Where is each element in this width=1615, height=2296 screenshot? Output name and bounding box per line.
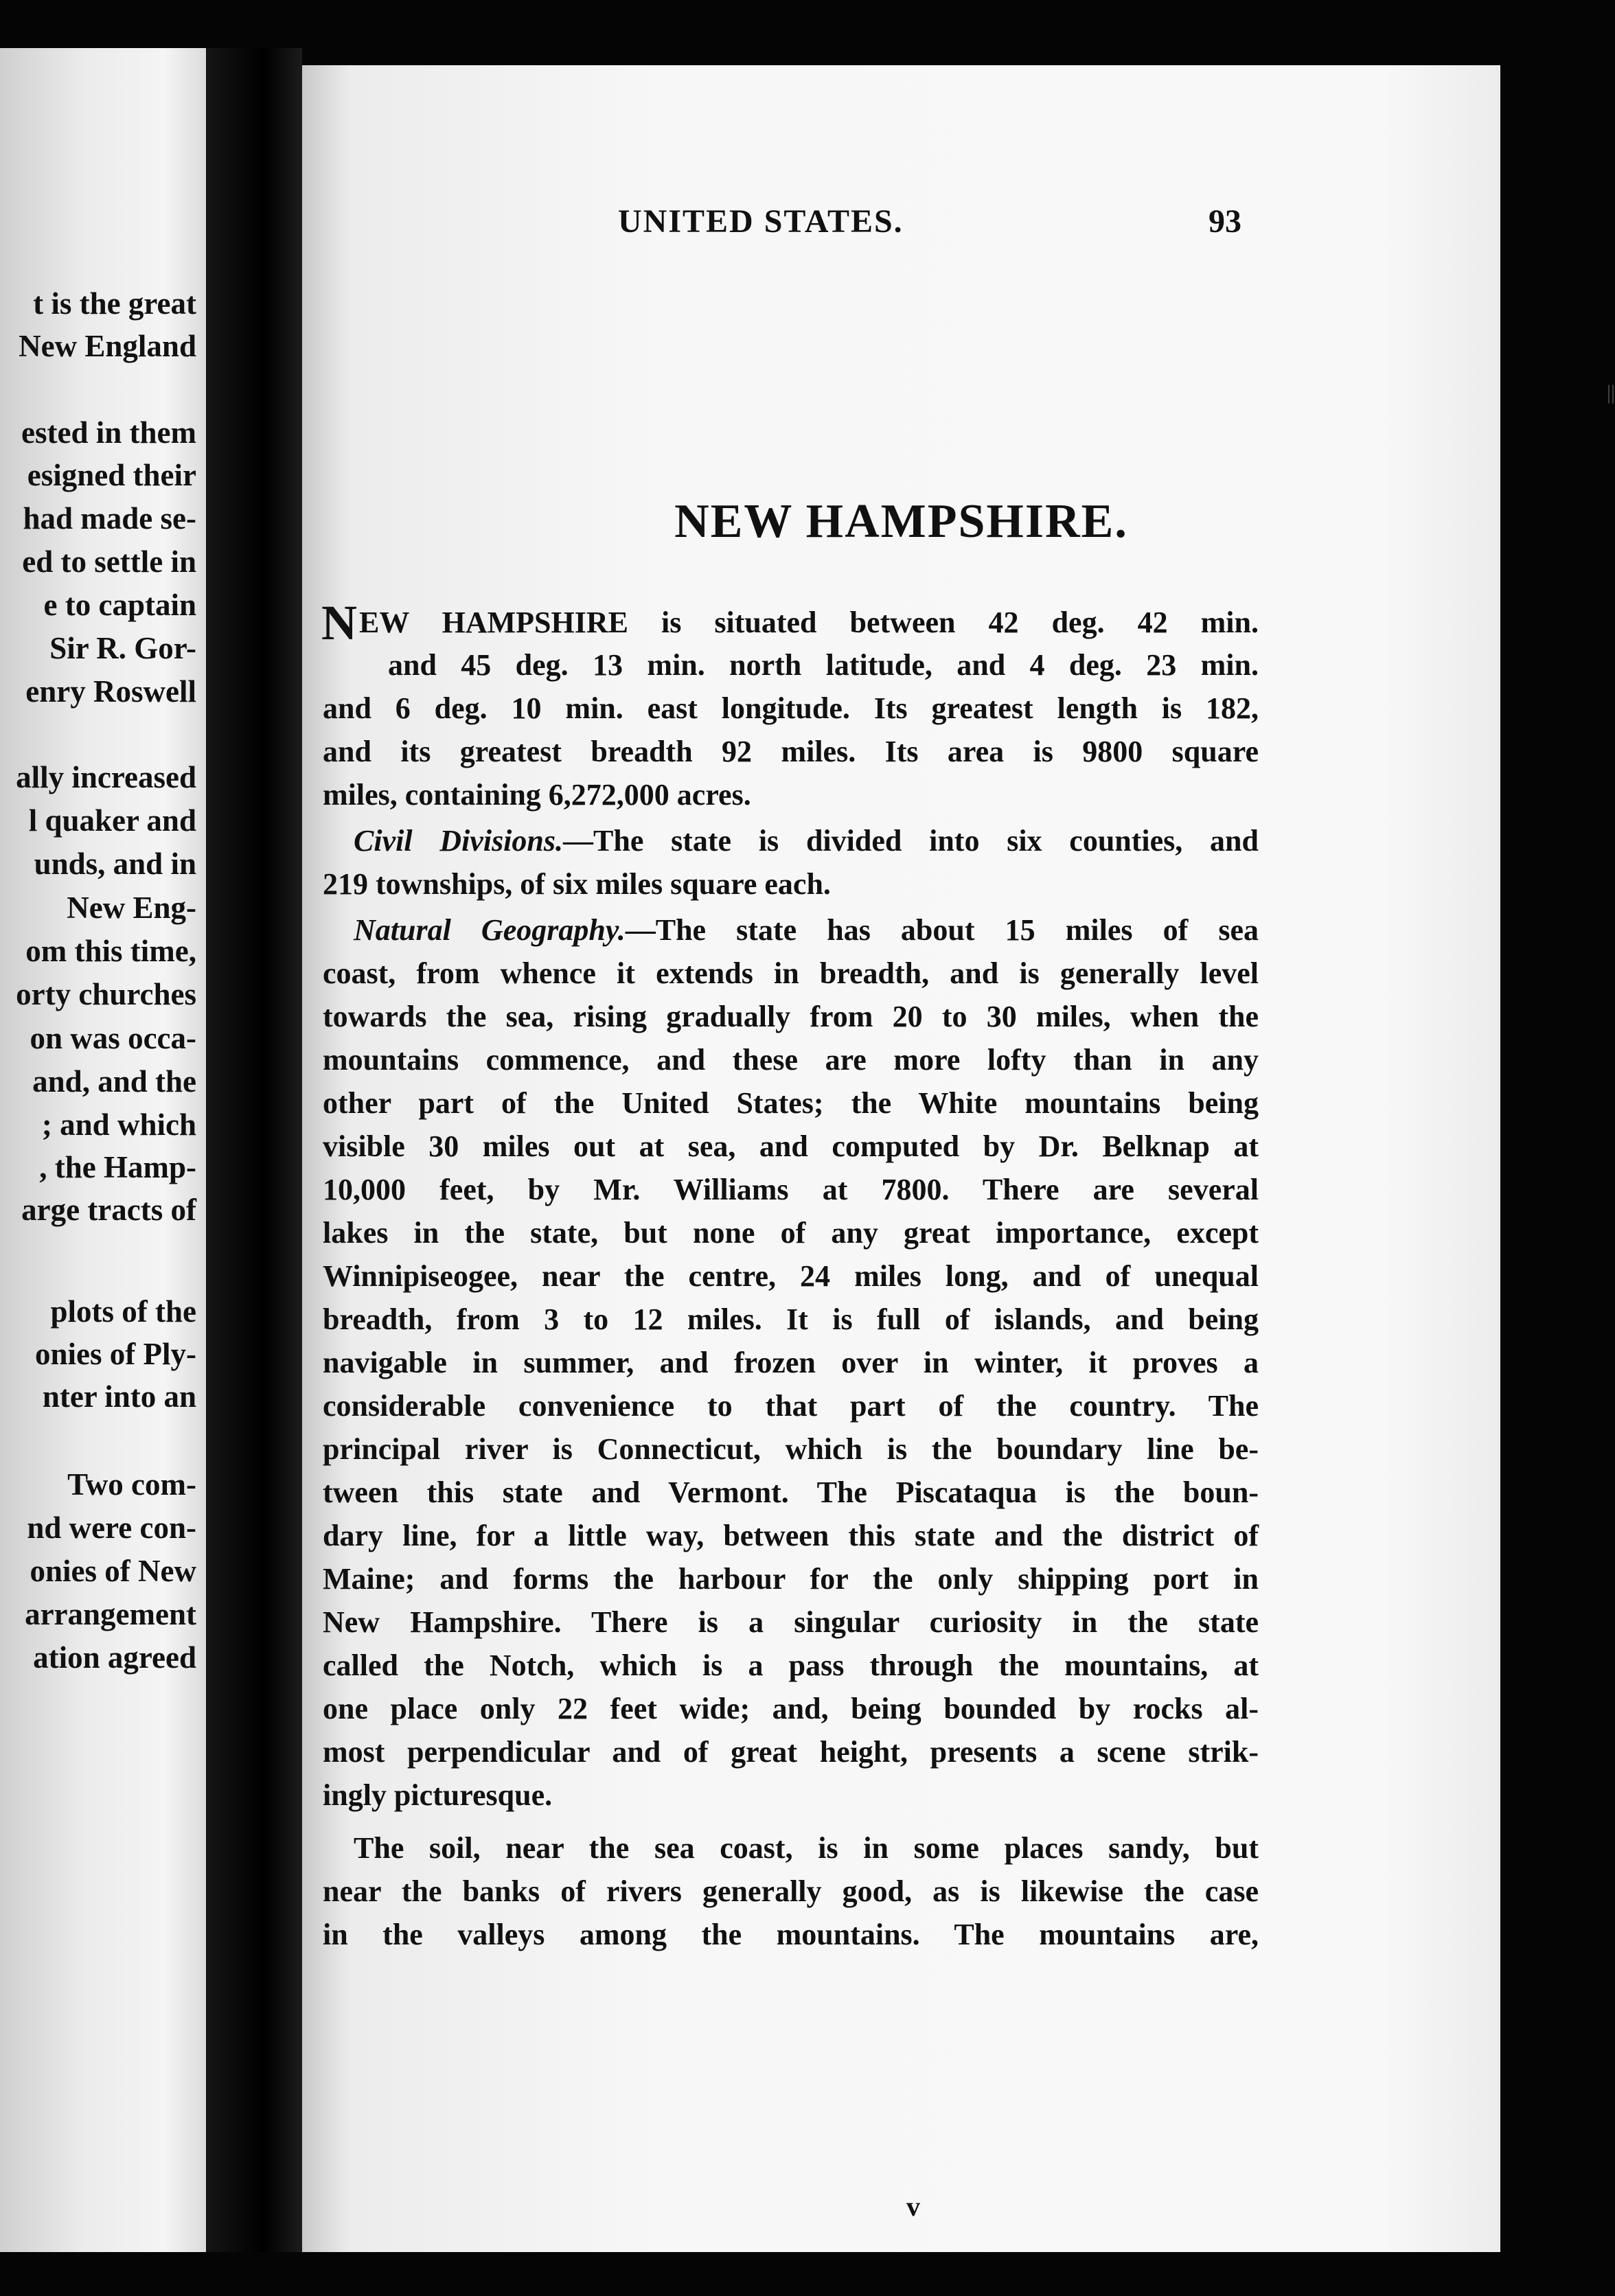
text-line: breadth, from 3 to 12 miles. It is full of islands, and being: [323, 1302, 1259, 1336]
text-line: [354, 826, 1259, 856]
text-line: in the valleys among the mountains. The mountains are,: [323, 1918, 1259, 1951]
left-page-line: plots of the: [50, 1294, 196, 1329]
signature-mark: v: [906, 2191, 920, 2222]
book-gutter: [206, 48, 302, 2252]
text-line: dary line, for a little way, between this state and the district of: [323, 1519, 1259, 1552]
left-page-line: New England: [19, 329, 196, 363]
left-page-line: enry Roswell: [25, 674, 196, 709]
text-line: called the Notch, which is a pass through the mountains, at: [323, 1649, 1259, 1682]
left-page-line: om this time,: [25, 934, 196, 968]
text-line: and its greatest breadth 92 miles. Its area is 9800 square: [323, 735, 1259, 768]
text-line: one place only 22 feet wide; and, being bounded by rocks al-: [323, 1692, 1259, 1725]
text-line: New Hampshire. There is a singular curiosity in the state: [323, 1605, 1259, 1639]
left-page-line: onies of New: [30, 1554, 196, 1588]
text-run: —The state is divided into six counties, and: [563, 824, 1259, 858]
text-line: principal river is Connecticut, which is the boundary line be-: [323, 1432, 1259, 1466]
text-line: tween this state and Vermont. The Piscataqua is the boun-: [323, 1476, 1259, 1509]
right-page: [302, 65, 1615, 2252]
section-heading: Civil Divisions.: [354, 824, 564, 858]
text-run: —The state has about 15 miles of sea: [625, 913, 1259, 947]
drop-cap: N: [321, 595, 357, 650]
text-line: EW HAMPSHIRE is situated between 42 deg. 42 min.: [359, 606, 1259, 639]
text-line: 10,000 feet, by Mr. Williams at 7800. There are several: [323, 1173, 1259, 1206]
text-line: miles, containing 6,272,000 acres.: [323, 778, 751, 812]
text-line: other part of the United States; the White mountains being: [323, 1086, 1259, 1120]
margin-mark: ||: [1607, 381, 1615, 404]
left-page-line: arrangement: [25, 1597, 196, 1631]
left-page-line: Two com-: [67, 1467, 196, 1502]
left-page-line: ; and which: [41, 1107, 196, 1142]
left-page-line: New Eng-: [67, 891, 196, 925]
left-page-line: nd were con-: [27, 1511, 196, 1545]
left-page-line: unds, and in: [34, 847, 196, 881]
left-page-line: ed to settle in: [22, 544, 196, 579]
left-page-line: e to captain: [43, 588, 196, 622]
left-page-line: Sir R. Gor-: [49, 631, 196, 665]
text-line: and 45 deg. 13 min. north latitude, and 4 deg. 23 min.: [388, 648, 1259, 682]
text-line: and 6 deg. 10 min. east longitude. Its greatest length is 182,: [323, 691, 1259, 725]
left-page-line: , the Hamp-: [39, 1150, 196, 1184]
left-page-line: on was occa-: [30, 1021, 196, 1055]
text-line: ingly picturesque.: [323, 1778, 553, 1812]
text-line: The soil, near the sea coast, is in some places sandy, but: [354, 1831, 1259, 1865]
text-line: Maine; and forms the harbour for the only shipping port in: [323, 1562, 1259, 1596]
text-line: coast, from whence it extends in breadth, and is generally level: [323, 956, 1259, 990]
left-page-line: l quaker and: [28, 803, 196, 838]
text-line: navigable in summer, and frozen over in winter, it proves a: [323, 1346, 1259, 1379]
text-line: 219 townships, of six miles square each.: [323, 867, 831, 901]
left-page-line: had made se-: [23, 501, 196, 536]
left-page-line: onies of Ply-: [35, 1337, 196, 1371]
text-line: mountains commence, and these are more lofty than in any: [323, 1043, 1259, 1077]
left-page-line: ation agreed: [33, 1640, 196, 1675]
text-line: visible 30 miles out at sea, and computed by Dr. Belknap at: [323, 1129, 1259, 1163]
text-line: lakes in the state, but none of any great importance, except: [323, 1216, 1259, 1250]
chapter-title: NEW HAMPSHIRE.: [674, 495, 1128, 548]
left-page-line: ally increased: [16, 760, 196, 794]
running-head: UNITED STATES.: [618, 203, 904, 240]
text-line: considerable convenience to that part of the country. The: [323, 1389, 1259, 1423]
left-page-line: and, and the: [32, 1064, 196, 1099]
text-line: near the banks of rivers generally good, as is likewise the case: [323, 1874, 1259, 1908]
left-page-line: ested in them: [21, 415, 196, 450]
left-page-line: arge tracts of: [21, 1193, 196, 1227]
left-page-line: orty churches: [16, 977, 196, 1011]
text-line: towards the sea, rising gradually from 20 to 30 miles, when the: [323, 1000, 1259, 1033]
section-heading: Natural Geography.: [354, 913, 626, 947]
left-page-line: t is the great: [33, 286, 196, 321]
left-page-line: esigned their: [27, 458, 196, 492]
left-page-line: nter into an: [42, 1379, 196, 1414]
text-line: most perpendicular and of great height, presents a scene strik-: [323, 1735, 1259, 1769]
text-line: [354, 915, 1259, 945]
text-line: Winnipiseogee, near the centre, 24 miles long, and of unequal: [323, 1259, 1259, 1293]
left-facing-page: [0, 48, 206, 2252]
page-number: 93: [1209, 203, 1241, 240]
